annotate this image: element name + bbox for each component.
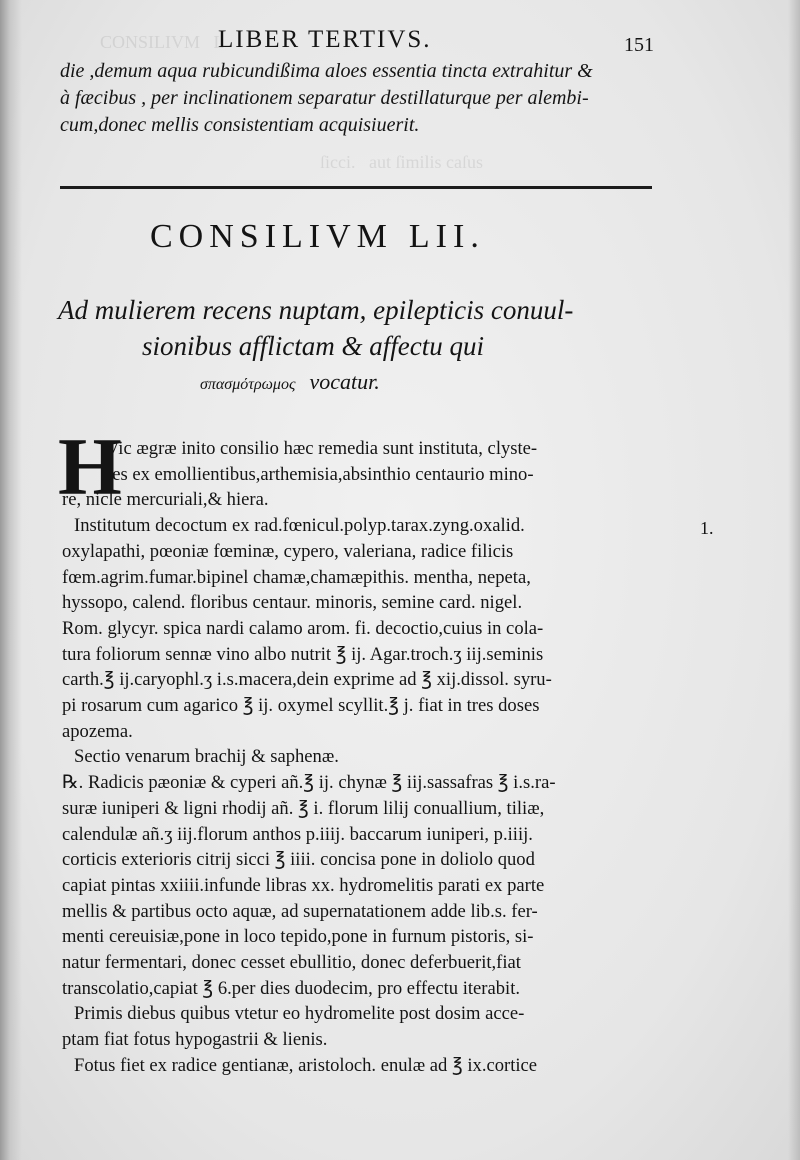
body-line: oxylapathi, pœoniæ fœminæ, cypero, valeriana, radice filicis: [62, 540, 514, 562]
show-through-text: ſicci. aut ſimilis caſus: [320, 152, 483, 172]
body-line: ptam fiat fotus hypogastrii & lienis.: [62, 1029, 328, 1051]
body-line: natur fermentari, donec cesset ebullitio, donec deferbuerit,fiat: [62, 952, 521, 974]
body-line: Rom. glycyr. spica nardi calamo arom. fi. decoctio,cuius in cola-: [62, 617, 544, 639]
heading-number: LII.: [408, 218, 485, 255]
body-text: [62, 436, 654, 1079]
heading-word: CONSILIVM: [150, 218, 393, 255]
show-through-text: CONSILIVM L: [100, 32, 225, 52]
section-rule: [60, 186, 652, 189]
body-line: apozema.: [62, 720, 133, 742]
body-line: mellis & partibus octo aquæ, ad supernatationem adde lib.s. fer-: [62, 900, 538, 922]
page-edge-shadow: [788, 0, 800, 1160]
page-gutter-shadow: [0, 0, 22, 1160]
body-line: re, nicle mercuriali,& hiera.: [62, 489, 269, 511]
section-heading: [150, 218, 501, 256]
body-line: Sectio venarum brachij & saphenæ.: [74, 746, 339, 768]
body-line: suræ iuniperi & ligni rhodij añ. ℥ i. florum lilij conuallium, tiliæ,: [62, 797, 545, 819]
page-number: 151: [624, 34, 654, 56]
body-line: ℞. Radicis pæoniæ & cyperi añ.℥ ij. chynæ ℥ iij.sassafras ℥ i.s.ra-: [62, 772, 556, 794]
subtitle-line: [58, 364, 658, 403]
subtitle-line: sionibus afflictam & affectu qui: [142, 331, 484, 361]
marginal-note: 1.: [700, 518, 714, 538]
greek-term: σπασμότρωμος: [200, 376, 296, 393]
body-line: Primis diebus quibus vtetur eo hydromelite post dosim acce-: [74, 1003, 525, 1025]
body-line: hyssopo, calend. floribus centaur. minoris, semine card. nigel.: [62, 592, 523, 614]
body-line: carth.℥ ij.caryophl.ʒ i.s.macera,dein exprime ad ℥ xij.dissol. syru-: [62, 669, 552, 691]
body-line: Vic ægræ inito consilio hæc remedia sunt instituta, clyste-: [106, 438, 538, 459]
body-line: Fotus fiet ex radice gentianæ, aristoloch. enulæ ad ℥ ix.cortice: [74, 1054, 538, 1076]
running-head: LIBER TERTIVS.: [218, 26, 432, 53]
section-subtitle: [58, 292, 658, 403]
italic-line: die ,demum aqua rubicundißima aloes essentia tincta extrahitur &: [60, 60, 593, 82]
body-line: pi rosarum cum agarico ℥ ij. oxymel scyllit.℥ j. fiat in tres doses: [62, 695, 540, 717]
body-line: transcolatio,capiat ℥ 6.per dies duodecim, pro effectu iterabit.: [62, 977, 521, 999]
italic-line: cum,donec mellis consistentiam acquisiuerit.: [60, 114, 420, 136]
body-line: tura foliorum sennæ vino albo nutrit ℥ ij. Agar.troch.ʒ iij.seminis: [62, 643, 544, 665]
body-line: menti cereuisiæ,pone in loco tepido,pone in furnum pistoris, si-: [62, 926, 534, 948]
body-line: calendulæ añ.ʒ iij.florum anthos p.iiij. baccarum iuniperi, p.iiij.: [62, 823, 533, 845]
preceding-italic-text: [60, 58, 660, 139]
subtitle-line: Ad mulierem recens nuptam, epilepticis conuul-: [58, 295, 574, 325]
body-line: capiat pintas xxiiii.infunde libras xx. hydromelitis parati ex parte: [62, 874, 545, 896]
body-line: fœm.agrim.fumar.bipinel chamæ,chamæpithis. mentha, nepeta,: [62, 566, 531, 588]
body-line: corticis exterioris citrij sicci ℥ iiii. concisa pone in doliolo quod: [62, 849, 535, 871]
drop-capital: H: [58, 421, 122, 512]
body-line: Institutum decoctum ex rad.fœnicul.polyp.tarax.zyng.oxalid.: [74, 515, 525, 537]
italic-line: à fæcibus , per inclinationem separatur destillaturque per alembi-: [60, 87, 589, 109]
body-line: res ex emollientibus,arthemisia,absinthio centaurio mino-: [106, 463, 534, 485]
subtitle-word: vocatur.: [309, 369, 380, 394]
